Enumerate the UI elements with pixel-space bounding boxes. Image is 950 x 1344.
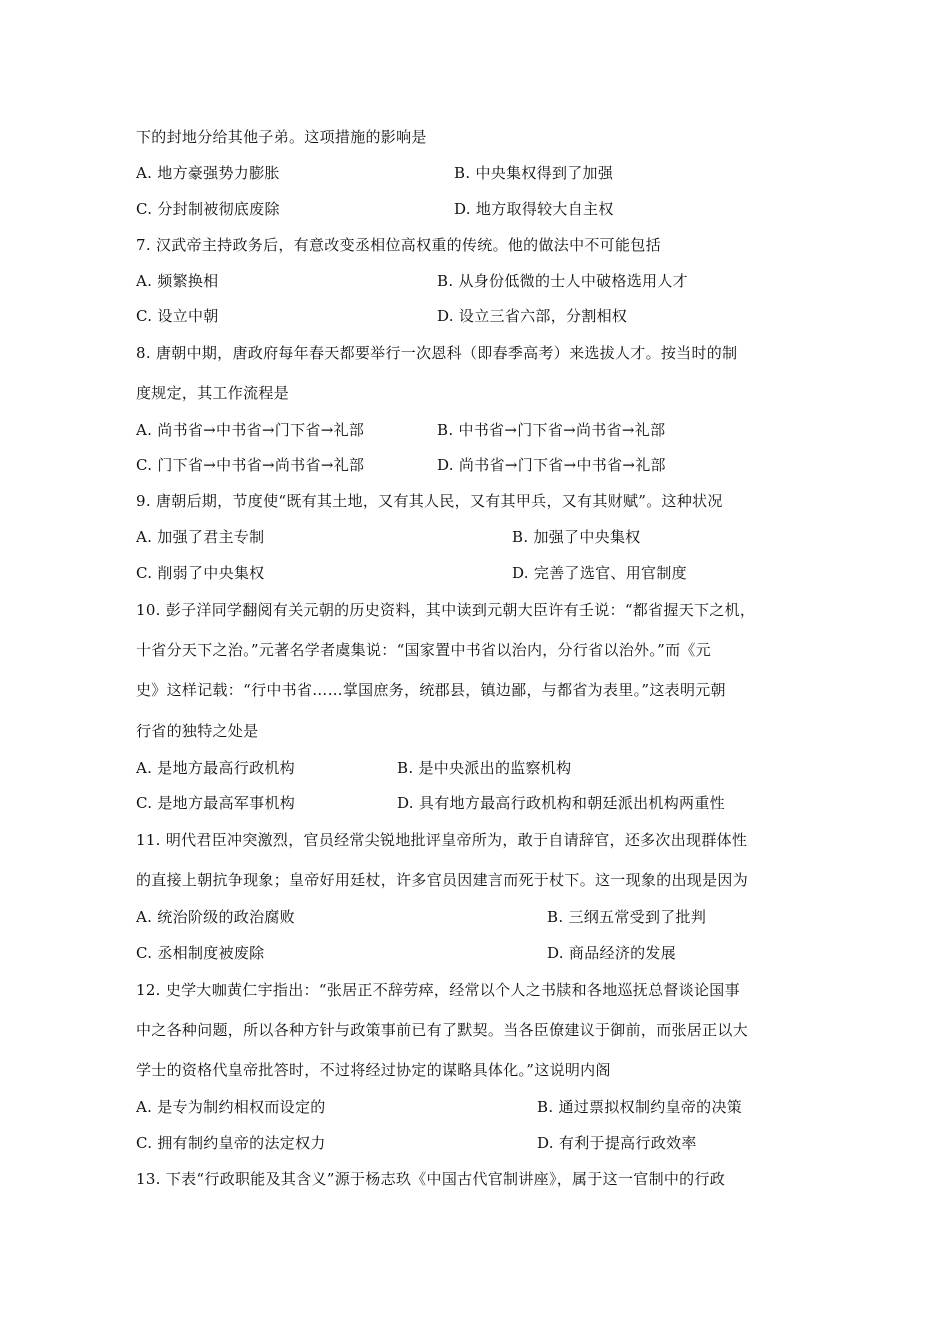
question-11-option-b: B. 三纲五常受到了批判: [547, 908, 707, 926]
question-6-stem-continued: 下的封地分给其他子弟。这项措施的影响是: [136, 128, 427, 146]
question-10-stem-line-2: 十省分天下之治。”元著名学者虞集说：“国家置中书省以治内，分行省以治外。”而《元: [136, 641, 712, 659]
question-8-stem-line-1: 8. 唐朝中期，唐政府每年春天都要举行一次恩科（即春季高考）来选拔人才。按当时的制: [136, 344, 738, 362]
question-11-stem-line-2: 的直接上朝抗争现象；皇帝好用廷杖，许多官员因建言而死于杖下。这一现象的出现是因为: [136, 871, 749, 889]
question-8-option-c: C. 门下省→中书省→尚书省→礼部: [136, 456, 365, 474]
question-11-option-d: D. 商品经济的发展: [547, 944, 677, 962]
question-10-stem-line-1: 10. 彭子洋同学翻阅有关元朝的历史资料，其中读到元朝大臣许有壬说：“都省握天下之机，: [136, 601, 756, 619]
question-11-stem-line-1: 11. 明代君臣冲突激烈，官员经常尖锐地批评皇帝所为，敢于自请辞官，还多次出现群体性: [136, 831, 748, 849]
question-8-stem-line-2: 度规定，其工作流程是: [136, 384, 290, 402]
question-6-option-b: B. 中央集权得到了加强: [454, 164, 614, 182]
question-9-option-d: D. 完善了选官、用官制度: [512, 564, 687, 582]
question-8-option-b: B. 中书省→门下省→尚书省→礼部: [437, 421, 666, 439]
question-7-option-a: A. 频繁换相: [136, 272, 219, 290]
question-6-option-d: D. 地方取得较大自主权: [454, 200, 614, 218]
question-8-option-a: A. 尚书省→中书省→门下省→礼部: [136, 421, 365, 439]
question-9-stem: 9. 唐朝后期，节度使“既有其土地，又有其人民，又有其甲兵，又有其财赋”。这种状况: [136, 492, 723, 510]
question-12-stem-line-1: 12. 史学大咖黄仁宇指出：“张居正不辞劳瘁，经常以个人之书牍和各地巡抚总督谈论国事: [136, 981, 740, 999]
question-12-stem-line-3: 学士的资格代皇帝批答时，不过将经过协定的谋略具体化。”这说明内阁: [136, 1061, 611, 1079]
question-11-option-c: C. 丞相制度被废除: [136, 944, 265, 962]
question-9-option-c: C. 削弱了中央集权: [136, 564, 265, 582]
question-10-stem-line-4: 行省的独特之处是: [136, 722, 259, 740]
question-8-option-d: D. 尚书省→门下省→中书省→礼部: [437, 456, 666, 474]
question-7-option-c: C. 设立中朝: [136, 307, 219, 325]
question-6-option-a: A. 地方豪强势力膨胀: [136, 164, 280, 182]
question-10-option-a: A. 是地方最高行政机构: [136, 759, 295, 777]
question-12-option-a: A. 是专为制约相权而设定的: [136, 1098, 326, 1116]
question-9-option-b: B. 加强了中央集权: [512, 528, 641, 546]
question-13-stem-line-1: 13. 下表“行政职能及其含义”源于杨志玖《中国古代官制讲座》，属于这一官制中的行政: [136, 1170, 726, 1188]
question-9-option-a: A. 加强了君主专制: [136, 528, 265, 546]
question-11-option-a: A. 统治阶级的政治腐败: [136, 908, 295, 926]
question-7-option-d: D. 设立三省六部，分割相权: [437, 307, 628, 325]
question-12-stem-line-2: 中之各种问题，所以各种方针与政策事前已有了默契。当各臣僚建议于御前，而张居正以大: [136, 1021, 749, 1039]
question-10-option-d: D. 具有地方最高行政机构和朝廷派出机构两重性: [397, 794, 725, 812]
question-6-option-c: C. 分封制被彻底废除: [136, 200, 280, 218]
question-7-stem: 7. 汉武帝主持政务后，有意改变丞相位高权重的传统。他的做法中不可能包括: [136, 236, 661, 254]
question-10-stem-line-3: 史》这样记载：“行中书省……掌国庶务，统郡县，镇边鄙，与都省为表里。”这表明元朝: [136, 681, 726, 699]
question-10-option-c: C. 是地方最高军事机构: [136, 794, 296, 812]
question-12-option-d: D. 有利于提高行政效率: [537, 1134, 697, 1152]
question-10-option-b: B. 是中央派出的监察机构: [397, 759, 572, 777]
question-7-option-b: B. 从身份低微的士人中破格选用人才: [437, 272, 688, 290]
question-12-option-b: B. 通过票拟权制约皇帝的决策: [537, 1098, 743, 1116]
question-12-option-c: C. 拥有制约皇帝的法定权力: [136, 1134, 326, 1152]
